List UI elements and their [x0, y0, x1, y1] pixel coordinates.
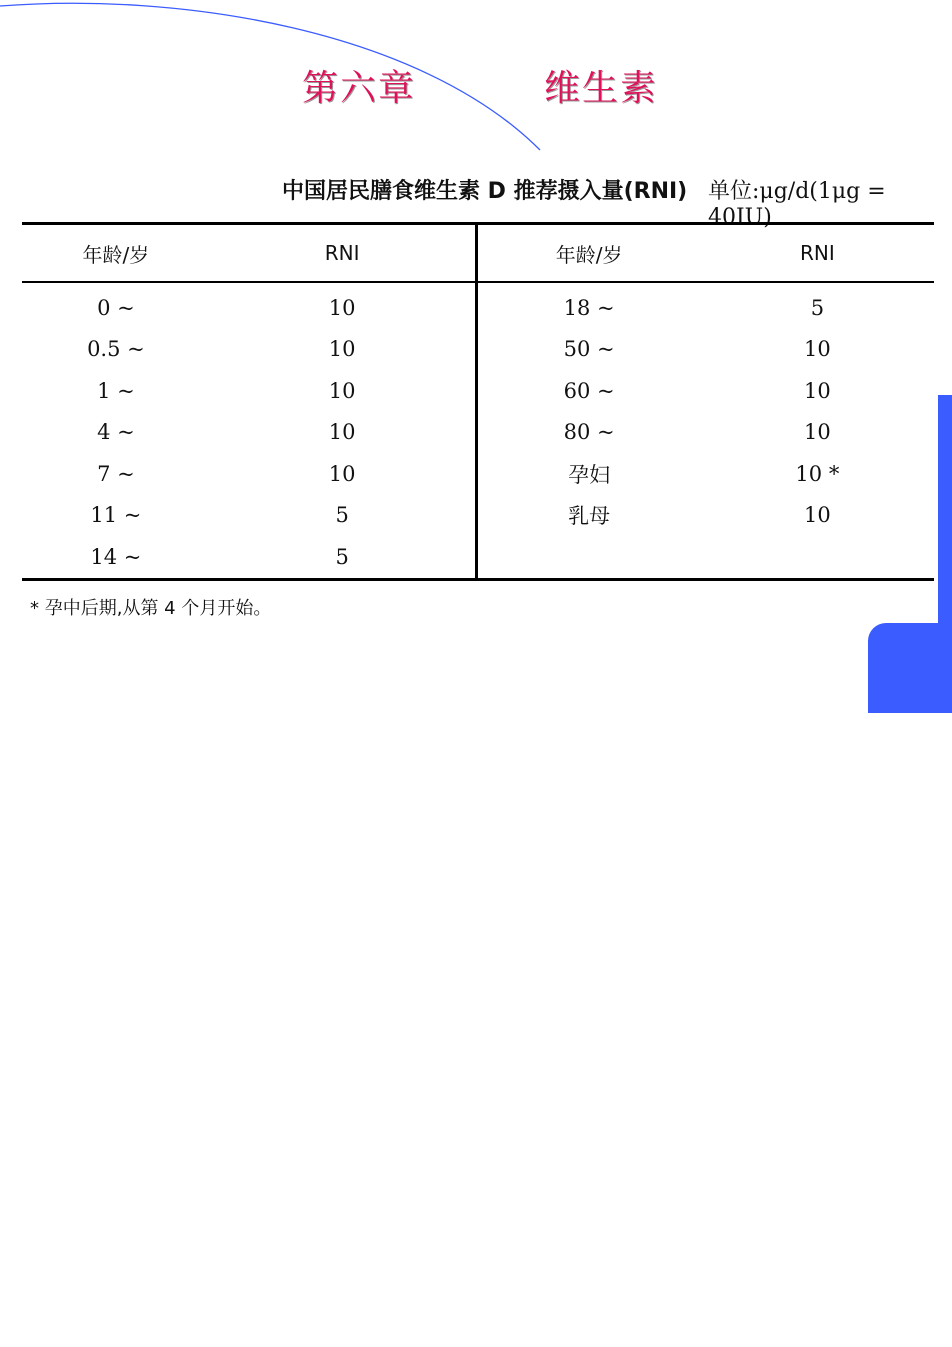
- rni-right-cell: 10 *: [795, 461, 840, 486]
- header-rni-left: RNI: [210, 224, 476, 283]
- rni-left-cell: 5: [335, 544, 349, 569]
- header-age-right: 年龄/岁: [476, 224, 701, 283]
- rni-right-cell: 10: [804, 420, 831, 445]
- age-right-cell: 50 ~: [476, 329, 701, 371]
- table-row: [22, 329, 934, 371]
- rni-right-cell: 10: [804, 337, 831, 362]
- age-left-cell: 11 ~: [90, 503, 142, 528]
- age-right-cell: 孕妇: [476, 453, 701, 495]
- decorative-arc: [0, 0, 560, 160]
- rni-left-cell: 10: [328, 378, 356, 403]
- table-row: [22, 282, 934, 329]
- unit-note: 单位:μg/d(1μg = 40IU): [708, 179, 886, 230]
- rni-table: [22, 222, 934, 581]
- rni-left-cell: 10: [328, 420, 356, 445]
- age-right-cell: 80 ~: [476, 412, 701, 454]
- chapter-title: 第六章: [302, 68, 417, 109]
- decorative-corner-block: [868, 623, 952, 713]
- rni-right-cell: 10: [804, 378, 831, 403]
- age-left-cell: 4 ~: [97, 420, 135, 445]
- age-right-cell: 60 ~: [476, 370, 701, 412]
- rni-right-cell: [701, 536, 934, 579]
- table-row: [22, 453, 934, 495]
- table-header-row: [22, 224, 934, 283]
- table-row: [22, 412, 934, 454]
- table-row: [22, 536, 934, 579]
- rni-right-cell: 10: [804, 503, 831, 528]
- age-left-cell: 14 ~: [90, 544, 142, 569]
- table-footnote: * 孕中后期,从第 4 个月开始。: [30, 598, 272, 619]
- age-left-cell: 7 ~: [97, 461, 135, 486]
- rni-left-cell: 10: [328, 461, 356, 486]
- age-left-cell: 1 ~: [97, 378, 135, 403]
- age-right-cell: [476, 536, 701, 579]
- table-row: [22, 495, 934, 537]
- topic-title: 维生素: [544, 68, 659, 109]
- table-row: [22, 370, 934, 412]
- header-age-left: 年龄/岁: [22, 224, 210, 283]
- age-right-cell: 乳母: [476, 495, 701, 537]
- rni-left-cell: 10: [328, 295, 356, 320]
- age-left-cell: 0.5 ~: [87, 337, 145, 362]
- table-caption: 中国居民膳食维生素 D 推荐摄入量(RNI): [282, 179, 688, 204]
- rni-right-cell: 5: [810, 295, 825, 320]
- header-rni-right: RNI: [701, 224, 934, 283]
- decorative-side-bar: [938, 395, 952, 625]
- age-left-cell: 0 ~: [97, 295, 135, 320]
- age-right-cell: 18 ~: [476, 282, 701, 329]
- rni-left-cell: 10: [328, 337, 356, 362]
- rni-left-cell: 5: [335, 503, 349, 528]
